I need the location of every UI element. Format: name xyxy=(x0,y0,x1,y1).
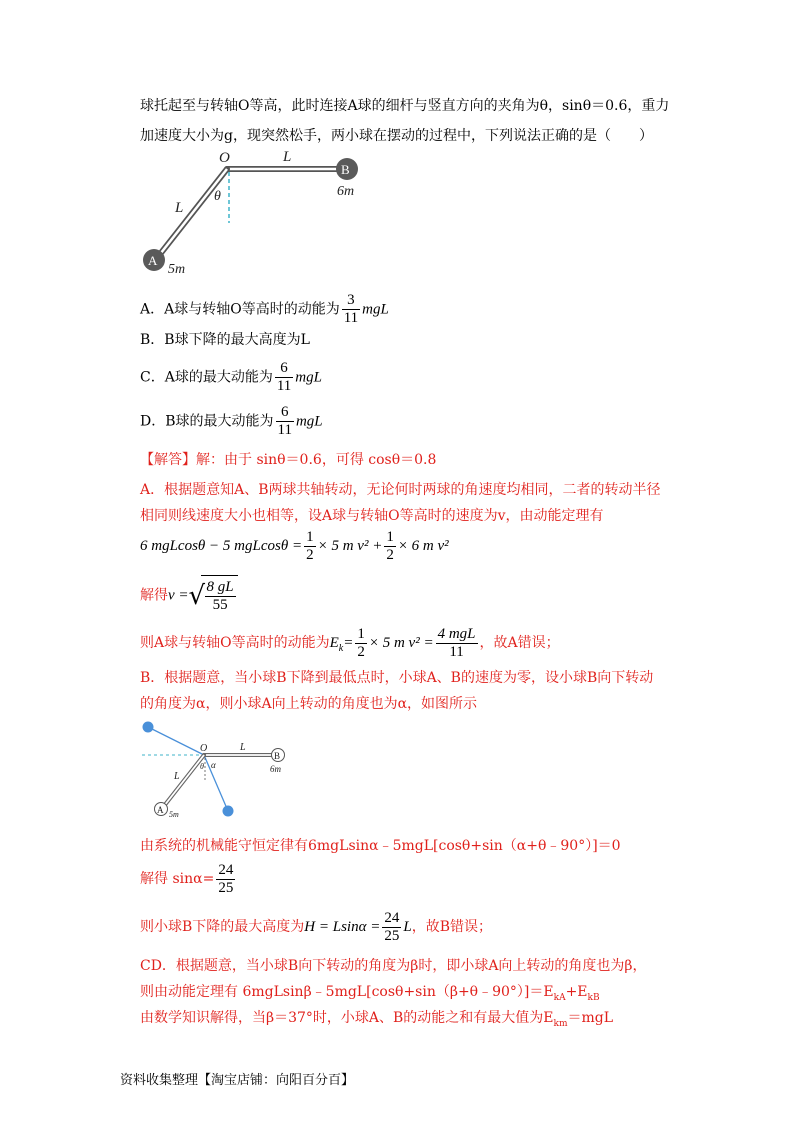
fig2-label-l-rod: L xyxy=(174,771,180,782)
question-line-1: 球托起至与转轴O等高，此时连接A球的细杆与竖直方向的夹角为θ，sinθ＝0.6，重力 xyxy=(140,98,670,114)
eq1-f2-num: 1 xyxy=(386,528,394,545)
eq1-f1-den: 2 xyxy=(306,546,314,563)
label-b: B xyxy=(341,162,350,177)
h-prefix: 则小球B下降的最大高度为 xyxy=(140,919,305,935)
option-c-tail: mgL xyxy=(295,369,322,386)
energy-equation: 由系统的机械能守恒定律有6mgLsinα﹣5mgL[cosθ+sin（α+θ﹣90°）]＝0 xyxy=(140,838,621,854)
answer-head-text: 解：由于 sinθ＝0.6，可得 cosθ＝0.8 xyxy=(196,452,437,468)
label-l-rod: L xyxy=(175,200,184,216)
h-eq: H = Lsinα = xyxy=(304,919,381,935)
answer-a2: 相同则线速度大小也相等，设A球与转轴O等高时的速度为v，由动能定理有 xyxy=(140,508,604,524)
sin-prefix: 解得 sinα= xyxy=(140,871,215,887)
label-a: A xyxy=(148,253,158,268)
ek-f1-num: 1 xyxy=(357,625,365,642)
cd3-text: 由数学知识解得，当β＝37°时，小球A、B的动能之和有最大值为E xyxy=(140,1010,554,1026)
eq1-end: × 6 m v² xyxy=(397,538,449,554)
h-suffix: ，故B错误； xyxy=(411,919,492,935)
cd2-text: 则由动能定理有 6mgLsinβ﹣5mgL[cosθ+sin（β+θ﹣90°）]＝E xyxy=(140,984,554,1000)
fig2-label-l-top: L xyxy=(240,742,246,753)
sin-alpha-line xyxy=(140,860,237,898)
answer-head xyxy=(140,450,436,470)
cd2-sub2: kB xyxy=(587,992,600,1003)
option-d-tail: mgL xyxy=(295,413,323,430)
cd2-sub1: kA xyxy=(553,992,566,1003)
fig2-label-theta: θ xyxy=(200,762,204,771)
ek-sub: k xyxy=(338,642,344,654)
solve-v-label: v = xyxy=(168,587,189,604)
label-mass-a: 5m xyxy=(168,262,186,277)
option-b: B．B球下降的最大高度为L xyxy=(140,332,310,348)
fig2-label-mass-a: 5m xyxy=(169,810,179,819)
eq1-f1-num: 1 xyxy=(306,528,314,545)
answer-b1: B．根据题意，当小球B下降到最低点时，小球A、B的速度为零，设小球B向下转动 xyxy=(140,670,654,686)
answer-b2: 的角度为α，则小球A向上转动的角度也为α，如图所示 xyxy=(140,696,478,712)
solve-den: 55 xyxy=(212,596,228,613)
footer-source: 资料收集整理【淘宝店铺：向阳百分百】 xyxy=(120,1073,355,1088)
option-d xyxy=(140,404,323,439)
option-c-num: 6 xyxy=(275,360,293,378)
solve-num: 8 gL xyxy=(206,578,234,595)
option-c-text: C．A球的最大动能为 xyxy=(140,369,273,386)
pendulum-figure-1 xyxy=(135,148,375,278)
option-a-den: 11 xyxy=(343,310,359,326)
answer-cd2 xyxy=(140,982,600,1008)
sin-num: 24 xyxy=(218,861,234,878)
solve-prefix: 解得 xyxy=(140,587,168,604)
ek-prefix: 则A球与转轴O等高时的动能为 xyxy=(140,635,330,651)
question-line-2: 加速度大小为g，现突然松手，两小球在摆动的过程中，下列说法正确的是（ ） xyxy=(140,128,653,144)
eq1-f2-den: 2 xyxy=(386,546,394,563)
sin-den: 25 xyxy=(218,879,234,896)
cd2-plus: +E xyxy=(565,984,588,1000)
h-tail: L xyxy=(403,919,412,935)
option-a-num: 3 xyxy=(342,292,360,310)
fig2-label-mass-b: 6m xyxy=(270,764,281,774)
ek-f2-num: 4 mgL xyxy=(437,625,476,642)
option-c xyxy=(140,360,322,395)
pendulum-figure-2 xyxy=(138,718,298,824)
fig2-label-b: B xyxy=(274,751,281,761)
answer-cd3 xyxy=(140,1008,613,1034)
cd3-tail: ＝mgL xyxy=(567,1010,614,1026)
h-num: 24 xyxy=(384,909,400,926)
answer-a1: A．根据题意知A、B两球共轴转动，无论何时两球的角速度均相同，二者的转动半径 xyxy=(140,482,661,498)
label-theta: θ xyxy=(214,189,221,204)
ek-f1-den: 2 xyxy=(357,643,365,660)
ek-line xyxy=(140,624,560,668)
option-a-tail: mgL xyxy=(362,301,389,318)
eq1-left: 6 mgLcosθ − 5 mgLcosθ = xyxy=(140,538,303,554)
ek-f2-den: 11 xyxy=(449,643,464,660)
fig2-label-o: O xyxy=(200,743,208,754)
option-d-text: D．B球的最大动能为 xyxy=(140,413,274,430)
eq1-mid: × 5 m v² + xyxy=(317,538,383,554)
cd3-sub: km xyxy=(553,1018,568,1029)
solve-v xyxy=(140,575,238,616)
option-d-den: 11 xyxy=(277,422,292,438)
ek-symbol: E xyxy=(329,635,339,651)
ek-eq: = xyxy=(343,635,354,651)
option-a xyxy=(140,292,389,327)
answer-cd1: CD．根据题意，当小球B向下转动的角度为β时，即小球A向上转动的角度也为β， xyxy=(140,958,647,974)
option-c-den: 11 xyxy=(276,378,292,394)
answer-bracket: 【解答】 xyxy=(140,452,196,468)
max-height-line xyxy=(140,908,492,946)
ek-suffix: ，故A错误； xyxy=(479,635,560,651)
fig2-label-a: A xyxy=(157,805,164,815)
option-a-text: A．A球与转轴O等高时的动能为 xyxy=(140,301,340,318)
fig2-label-alpha: α xyxy=(211,760,216,770)
h-den: 25 xyxy=(384,927,400,944)
label-l-top: L xyxy=(283,149,292,165)
label-mass-b: 6m xyxy=(337,184,355,199)
ek-m: × 5 m v² = xyxy=(368,635,434,651)
sqrt-expression: √ $\frac{8 gL}{55}$ xyxy=(189,575,238,616)
option-d-num: 6 xyxy=(276,404,294,422)
label-o: O xyxy=(219,150,230,166)
equation-1 xyxy=(140,528,449,564)
